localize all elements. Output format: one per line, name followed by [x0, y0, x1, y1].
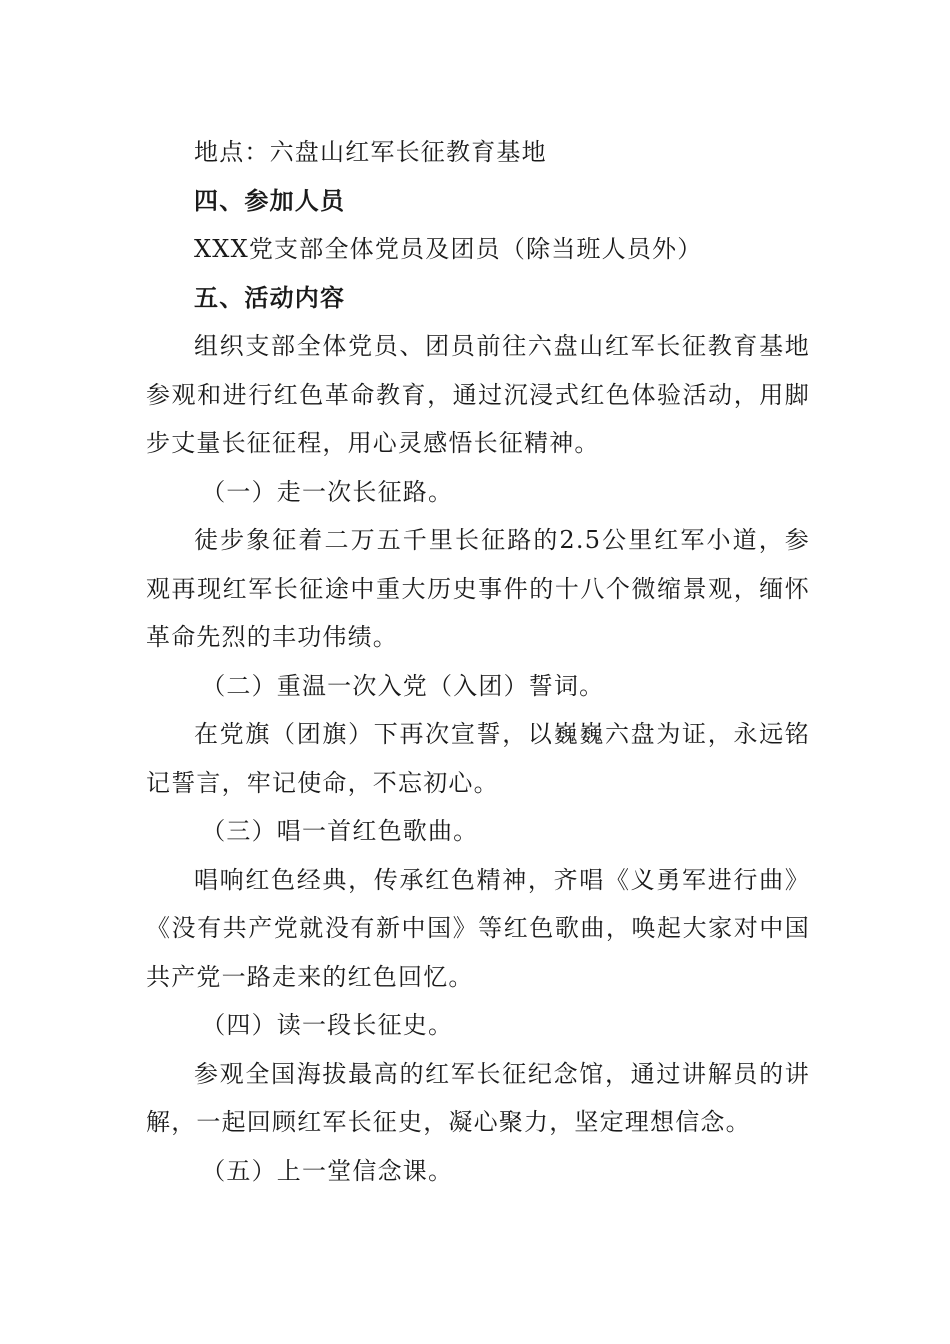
subheading-item-4: （四）读一段长征史。: [201, 1011, 454, 1039]
paragraph-item-2: 在党旗（团旗）下再次宣誓，以巍巍六盘为证，永远铭记誓言，牢记使命，不忘初心。: [146, 720, 810, 797]
subheading-item-1: （一）走一次长征路。: [201, 477, 454, 506]
subheading-item-2: （二）重温一次入党（入团）誓词。: [201, 671, 605, 700]
section-heading-participants: 四、参加人员: [194, 186, 346, 215]
paragraph-item-4: 参观全国海拔最高的红军长征纪念馆，通过讲解员的讲解，一起回顾红军长征史，凝心聚力，坚定理想信念。: [146, 1059, 810, 1136]
paragraph-item-1: 徒步象征着二万五千里长征路的2.5公里红军小道，参观再现红军长征途中重大历史事件的十八个微缩景观，缅怀革命先烈的丰功伟绩。: [146, 526, 810, 651]
paragraph-activity-intro: 组织支部全体党员、团员前往六盘山红军长征教育基地参观和进行红色革命教育，通过沉浸式红色体验活动，用脚步丈量长征征程，用心灵感悟长征精神。: [146, 332, 810, 457]
paragraph-item-3: 唱响红色经典，传承红色精神，齐唱《义勇军进行曲》《没有共产党就没有新中国》等红色歌曲，唤起大家对中国共产党一路走来的红色回忆。: [146, 865, 810, 991]
subheading-item-5: （五）上一堂信念课。: [201, 1156, 454, 1185]
paragraph-location: 地点：六盘山红军长征教育基地: [194, 138, 547, 166]
document-body: [146, 128, 810, 1195]
paragraph-participants: XXX党支部全体党员及团员（除当班人员外）: [194, 235, 703, 263]
section-heading-activity-content: 五、活动内容: [194, 283, 346, 312]
subheading-item-3: （三）唱一首红色歌曲。: [201, 817, 479, 845]
